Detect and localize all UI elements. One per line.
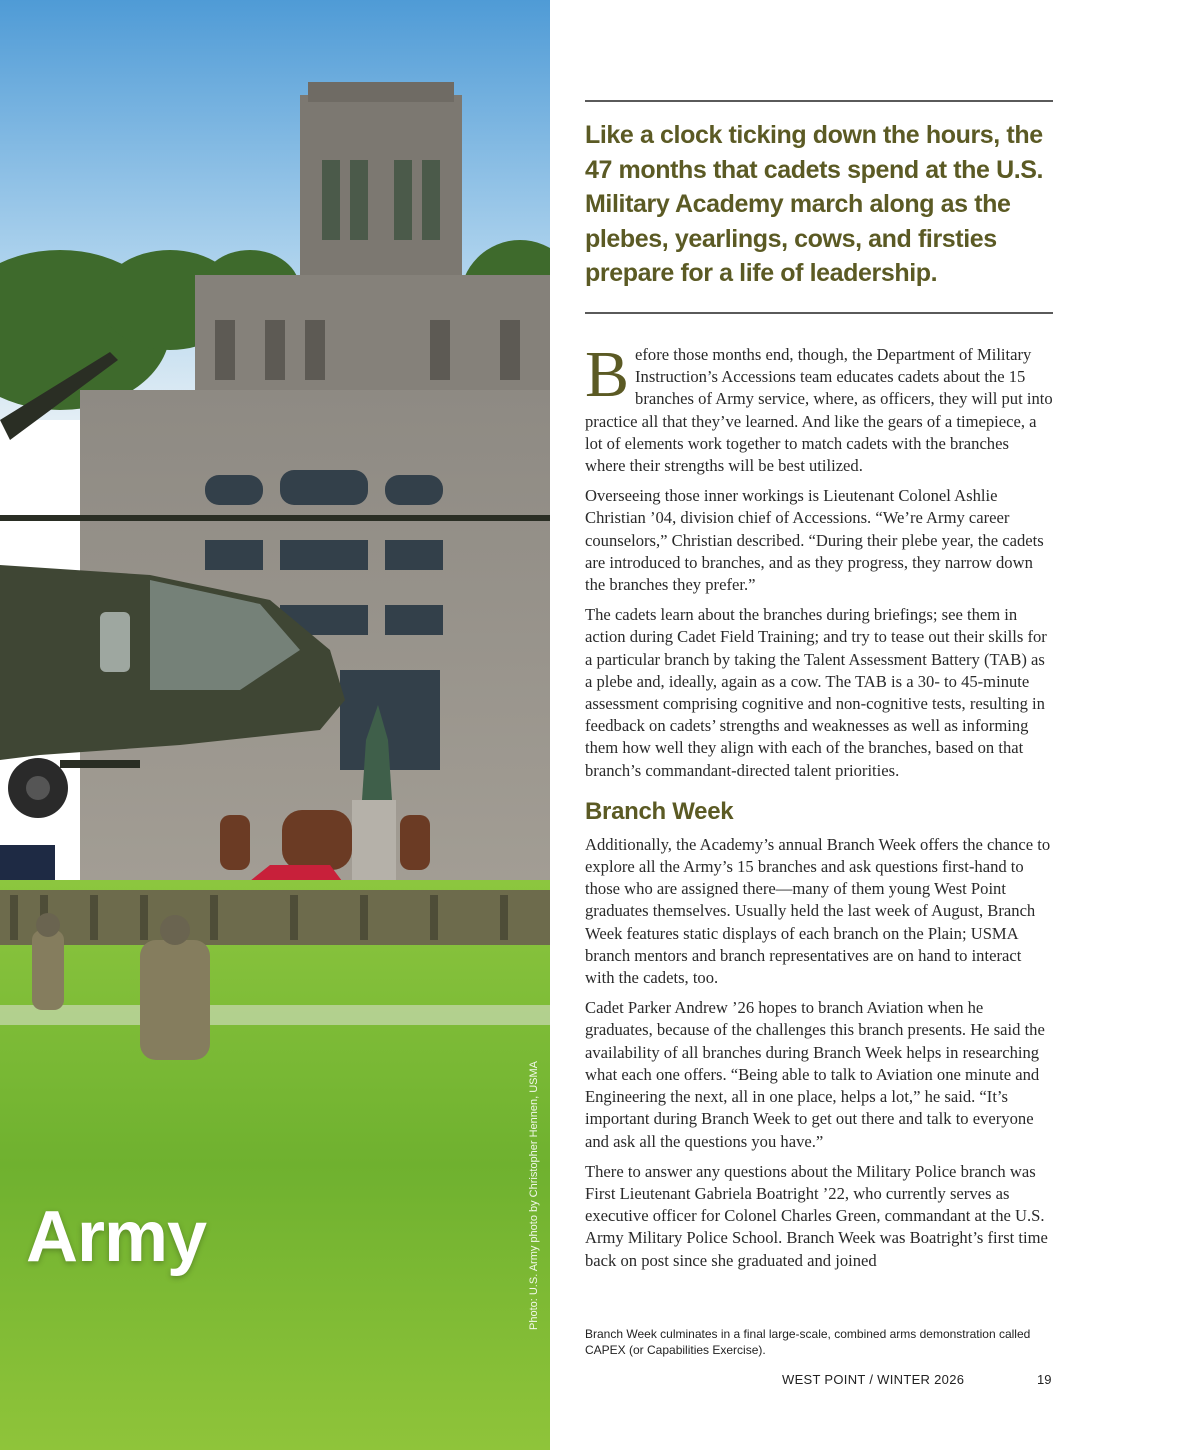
hero-photo xyxy=(0,0,550,1450)
footer-folio: WEST POINT / WINTER 2026 xyxy=(782,1372,965,1387)
photo-caption: Branch Week culminates in a final large-scale, combined arms demonstration called CAPEX (or Capabilities Exercise). xyxy=(585,1327,1031,1357)
article-paragraph-3: The cadets learn about the branches during briefings; see them in action during Cadet Field Training; and try to tease out their skills for a particular branch by taking the Talent Assessment Battery (TAB) as a plebe and, ideally, again as a cow. The TAB is a 30- to 45-minute assessment comprising cognitive and non-cognitive tests, resulting in feedback on cadets’ strengths and weaknesses as well as informing them how well they align with each of the branches, based on that branch’s commandant-directed talent priorities. xyxy=(585,605,1047,780)
article-paragraph-2: Overseeing those inner workings is Lieutenant Colonel Ashlie Christian ’04, division chief of Accessions. “We’re Army career counselors,” Christian described. “During their plebe year, the cadets are introduced to branches, and as they progress, they narrow down the branches they prefer.” xyxy=(585,486,1044,595)
section-heading: Branch Week xyxy=(585,797,734,825)
article-paragraph-1 xyxy=(585,338,1053,477)
article-paragraph-4: Additionally, the Academy’s annual Branch Week offers the chance to explore all the Army’s 15 branches and ask questions first-hand to those who are assigned there—many of them young West Point graduates themselves. Usually held the last week of August, Branch Week features static displays of each branch on the Plain; USMA branch mentors and branch representatives are on hand to interact with the cadets, too. xyxy=(585,834,1051,988)
paragraph-1-text: efore those months end, though, the Department of Military Instruction’s Accessions team educates cadets about the 15 branches of Army service, where, as officers, they will put into practice all that they’ve learned. And like the gears of a timepiece, a lot of elements work together to match cadets with the branches where their strengths will be best utilized. xyxy=(585,345,1053,476)
article-body xyxy=(585,338,1053,1280)
article-paragraph-5: Cadet Parker Andrew ’26 hopes to branch Aviation when he graduates, because of the challenges this branch presents. He said the availability of all branches during Branch Week helps in researching what each one offers. “Being able to talk to Aviation one minute and Engineering the next, all in one place, helps a lot,” he said. “It’s important during Branch Week to get out there and talk to everyone and ask all the questions you have.” xyxy=(585,998,1045,1151)
section-label: Army xyxy=(26,1197,207,1277)
photo-credit: Photo: U.S. Army photo by Christopher Hennen, USMA xyxy=(528,1060,540,1330)
article-paragraph-6: There to answer any questions about the Military Police branch was First Lieutenant Gabriela Boatright ’22, who currently serves as executive officer for Colonel Charles Green, commandant at the U.S. Army Military Police School. Branch Week was Boatright’s first time back on post since she graduated and joined xyxy=(585,1161,1048,1270)
drop-cap: B xyxy=(585,338,630,411)
page-number: 19 xyxy=(1037,1372,1052,1387)
deck-top-rule xyxy=(585,100,1053,102)
deck-bottom-rule xyxy=(585,312,1053,314)
deck-pullquote: Like a clock ticking down the hours, the 47 months that cadets spend at the U.S. Military Academy march along as the plebes, yearlings, cows, and firsties prepare for a life of leadership. xyxy=(585,121,1044,287)
